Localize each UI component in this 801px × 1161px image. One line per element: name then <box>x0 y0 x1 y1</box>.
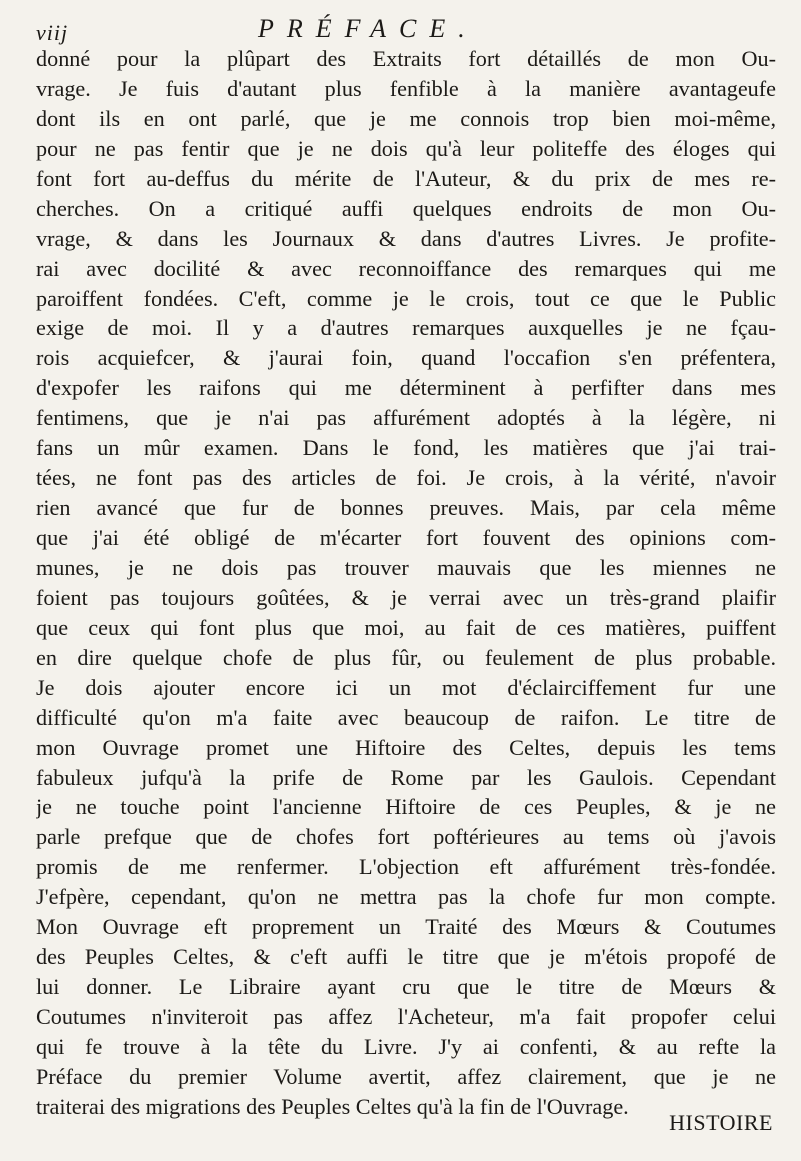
text-line: exige de moi. Il y a d'autres remarques auxquelles je ne fçau- <box>36 315 776 341</box>
text-line: difficulté qu'on m'a faite avec beaucoup de raifon. Le titre de <box>36 704 776 730</box>
text-line: munes, je ne dois pas trouver mauvais que les miennes ne <box>36 554 776 580</box>
text-line: des Peuples Celtes, & c'eft auffi le titre que je m'étois propofé de <box>36 944 776 970</box>
text-line: Préface du premier Volume avertit, affez clairement, que je ne <box>36 1063 776 1089</box>
text-line: rien avancé que fur de bonnes preuves. Mais, par cela même <box>36 495 776 521</box>
text-line: en dire quelque chofe de plus fûr, ou feulement de plus probable. <box>36 644 776 670</box>
text-line: parle prefque que de chofes fort poftérieures au tems où j'avois <box>36 824 776 850</box>
text-line: que j'ai été obligé de m'écarter fort fouvent des opinions com- <box>36 525 776 550</box>
text-line: donné pour la plûpart des Extraits fort détaillés de mon Ou- <box>36 46 776 71</box>
text-line: lui donner. Le Libraire ayant cru que le titre de Mœurs & <box>36 974 776 1000</box>
body-text <box>36 44 776 1122</box>
text-line: mon Ouvrage promet une Hiftoire des Celtes, depuis les tems <box>36 734 776 760</box>
page-header <box>36 14 776 46</box>
text-line: vrage. Je fuis d'autant plus fenfible à la manière avantageufe <box>36 75 776 101</box>
text-line: Coutumes n'inviteroit pas affez l'Acheteur, m'a fait propofer celui <box>36 1004 776 1029</box>
text-line: Je dois ajouter encore ici un mot d'éclairciffement fur une <box>36 674 776 700</box>
text-line: d'expofer les raifons qui me déterminent à perfifter dans mes <box>36 375 776 401</box>
text-line: rai avec docilité & avec reconnoiffance des remarques qui me <box>36 255 776 281</box>
text-line: fentimens, que je n'ai pas affurément adoptés à la légère, ni <box>36 405 776 431</box>
text-line: cherches. On a critiqué auffi quelques endroits de mon Ou- <box>36 195 776 221</box>
text-line: Mon Ouvrage eft proprement un Traité des Mœurs & Coutumes <box>36 914 776 940</box>
running-title: PRÉFACE. <box>258 14 478 43</box>
text-line: promis de me renfermer. L'objection eft affurément très-fondée. <box>36 854 776 880</box>
catchword: HISTOIRE <box>669 1110 773 1135</box>
text-line: font fort au-deffus du mérite de l'Auteur, & du prix de mes re- <box>36 165 776 191</box>
text-line: que ceux qui font plus que moi, au fait de ces matières, puiffent <box>36 614 776 640</box>
text-line: vrage, & dans les Journaux & dans d'autres Livres. Je profite- <box>36 225 776 251</box>
text-line: fans un mûr examen. Dans le fond, les matières que j'ai trai- <box>36 435 776 461</box>
text-line: J'efpère, cependant, qu'on ne mettra pas la chofe fur mon compte. <box>36 884 776 910</box>
text-line: foient pas toujours goûtées, & je verrai avec un très-grand plaifir <box>36 584 776 610</box>
text-line: dont ils en ont parlé, que je me connois trop bien moi-même, <box>36 105 776 131</box>
text-line: paroiffent fondées. C'eft, comme je le crois, tout ce que le Public <box>36 285 776 311</box>
text-line: je ne touche point l'ancienne Hiftoire de ces Peuples, & je ne <box>36 794 776 820</box>
text-line: qui fe trouve à la tête du Livre. J'y ai confenti, & au refte la <box>36 1033 776 1059</box>
page-number: viij <box>36 20 69 45</box>
text-line: traiterai des migrations des Peuples Celtes qu'à la fin de l'Ouvrage. <box>36 1093 629 1119</box>
text-line: rois acquiefcer, & j'aurai foin, quand l'occafion s'en préfentera, <box>36 345 776 371</box>
text-line: fabuleux jufqu'à la prife de Rome par les Gaulois. Cependant <box>36 764 776 790</box>
text-line: pour ne pas fentir que je ne dois qu'à leur politeffe des éloges qui <box>36 135 776 161</box>
text-line: tées, ne font pas des articles de foi. Je crois, à la vérité, n'avoir <box>36 465 776 491</box>
